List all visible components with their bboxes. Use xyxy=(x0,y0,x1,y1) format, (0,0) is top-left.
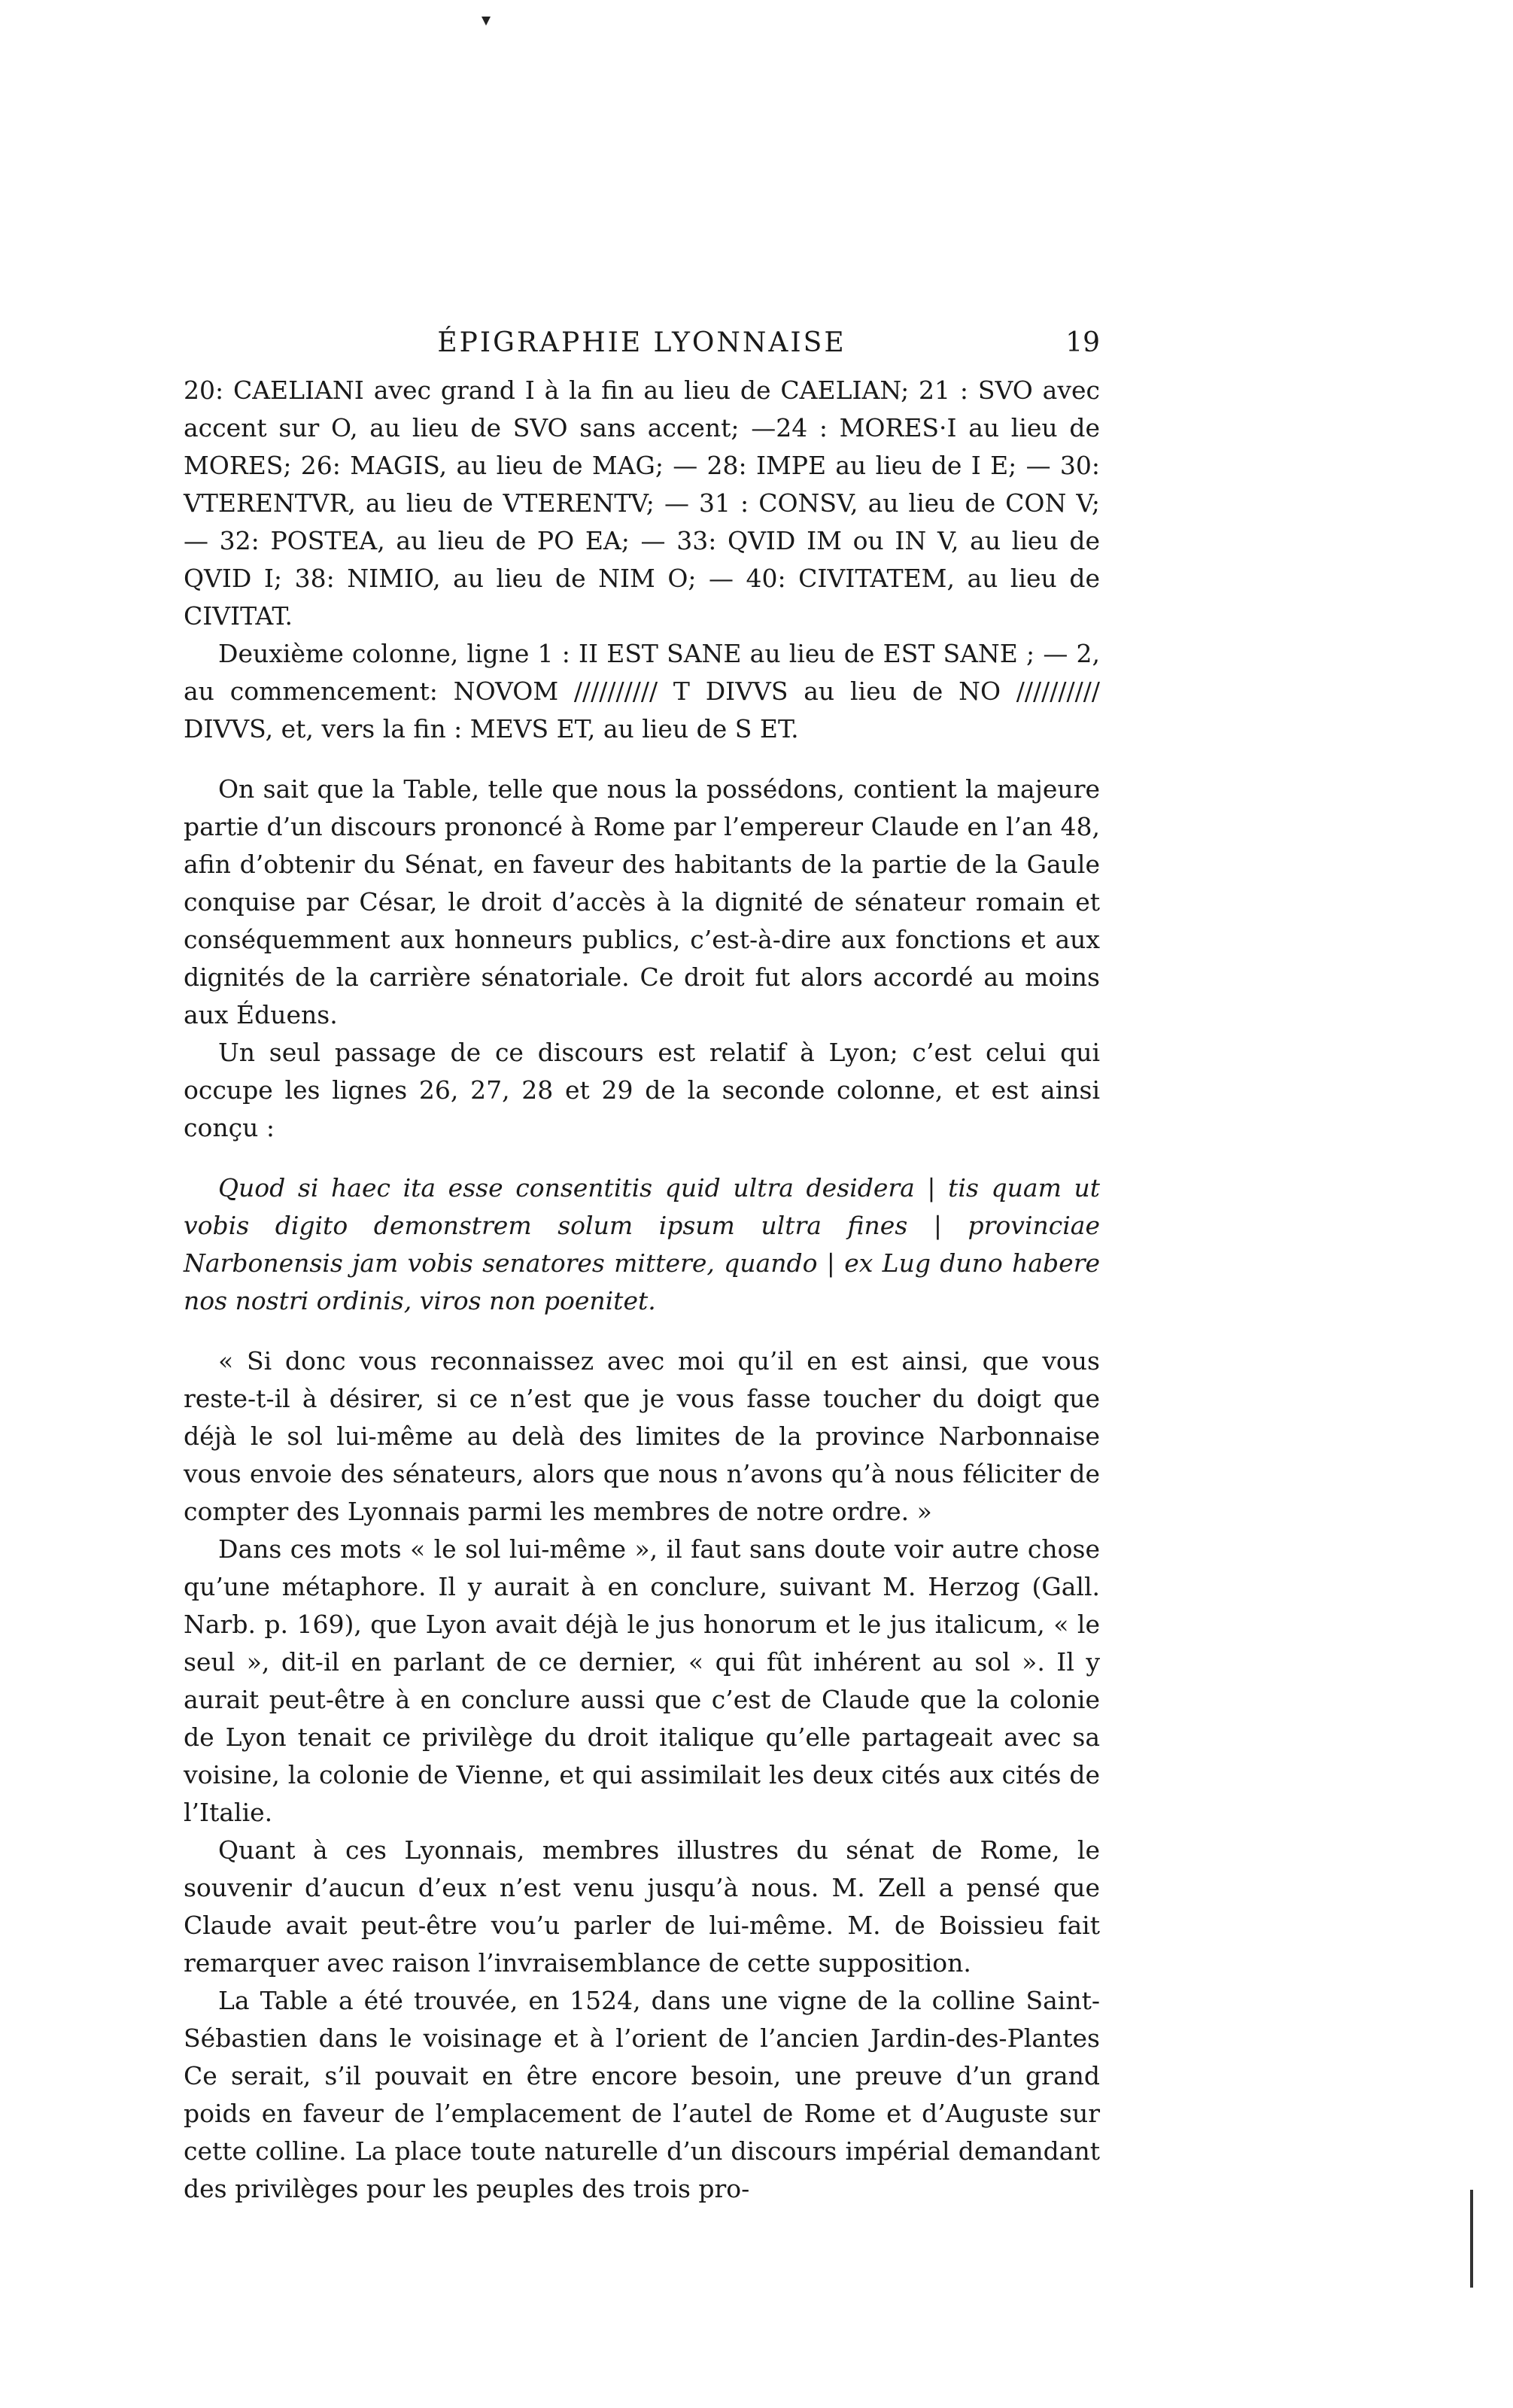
scan-edge-line xyxy=(1470,2190,1473,2288)
paragraph-table-discourse: On sait que la Table, telle que nous la possédons, contient la majeure partie d’un discours prononcé à Rome par l’empereur Claude en l’an 48, afin d’obtenir du Sénat, en faveur des habitants de la partie de la Gaule conquise par César, le droit d’accès à la dignité de sénateur romain et conséquemment aux honneurs publics, c’est-à-dire aux fonctions et aux dignités de la carrière sénatoriale. Ce droit fut alors accordé au moins aux Éduens. xyxy=(184,774,1100,1029)
paragraph-variants-col1: 20: CAELIANI avec grand I à la fin au lieu de CAELIAN; 21 : SVO avec accent sur O, au lieu de SVO sans accent; —24 : MORES·I au lieu de MORES; 26: MAGIS, au lieu de MAG; — 28: IMPE au lieu de I E; — 30: VTERENTVR, au lieu de VTERENTV; — 31 : CONSV, au lieu de CON V; — 32: POSTEA, au lieu de PO EA; — 33: QVID IM ou IN V, au lieu de QVID I; 38: NIMIO, au lieu de NIM O; — 40: CIVITATEM, au lieu de CIVITAT. xyxy=(184,375,1100,631)
body-text xyxy=(184,372,1100,2208)
french-translation: « Si donc vous reconnaissez avec moi qu’il en est ainsi, que vous reste-t-il à désirer, si ce n’est que je vous fasse toucher du doigt que déjà le sol lui-même au delà des limites de la province Narbonnaise vous envoie des sénateurs, alors que nous n’avons qu’à nous féliciter de compter des Lyonnais parmi les membres de notre ordre. » xyxy=(184,1346,1100,1526)
running-title: ÉPIGRAPHIE LYONNAISE xyxy=(437,327,846,358)
page-number: 19 xyxy=(1065,327,1100,358)
running-head xyxy=(184,327,1100,372)
latin-quotation: Quod si haec ita esse consentitis quid ultra desidera | tis quam ut vobis digito demonstrem solum ipsum ultra fines | provinciae Narbonensis jam vobis senatores mittere, quando | ex Lug duno habere nos nostri ordinis, viros non poenitet. xyxy=(184,1173,1100,1315)
ink-speck-top xyxy=(482,17,491,26)
paragraph-variants-col2: Deuxième colonne, ligne 1 : II EST SANE au lieu de EST SANE ; — 2, au commencement: NOVOM ////////// T DIVVS au lieu de NO ////////// DIVVS, et, vers la fin : MEVS ET, au lieu de S ET. xyxy=(184,639,1100,743)
paragraph-lyon-passage: Un seul passage de ce discours est relatif à Lyon; c’est celui qui occupe les lignes 26, 27, 28 et 29 de la seconde colonne, et est ainsi conçu : xyxy=(184,1038,1100,1142)
paragraph-lyonnais-senators: Quant à ces Lyonnais, membres illustres du sénat de Rome, le souvenir d’aucun d’eux n’est venu jusqu’à nous. M. Zell a pensé que Claude avait peut-être vou’u parler de lui-même. M. de Boissieu fait remarquer avec raison l’invraisemblance de cette supposition. xyxy=(184,1835,1100,1978)
paragraph-table-found: La Table a été trouvée, en 1524, dans une vigne de la colline Saint-Sébastien dans le voisinage et à l’orient de l’ancien Jardin-des-Plantes Ce serait, s’il pouvait en être encore besoin, une preuve d’un grand poids en faveur de l’emplacement de l’autel de Rome et d’Auguste sur cette colline. La place toute naturelle d’un discours impérial demandant des privilèges pour les peuples des trois pro- xyxy=(184,1986,1100,2203)
paragraph-metaphor: Dans ces mots « le sol lui-même », il faut sans doute voir autre chose qu’une métaphore. Il y aurait à en conclure, suivant M. Herzog (Gall. Narb. p. 169), que Lyon avait déjà le jus honorum et le jus italicum, « le seul », dit-il en parlant de ce dernier, « qui fût inhérent au sol ». Il y aurait peut-être à en conclure aussi que c’est de Claude que la colonie de Lyon tenait ce privilège du droit italique qu’elle partageait avec sa voisine, la colonie de Vienne, et qui assimilait les deux cités aux cités de l’Italie. xyxy=(184,1534,1100,1827)
